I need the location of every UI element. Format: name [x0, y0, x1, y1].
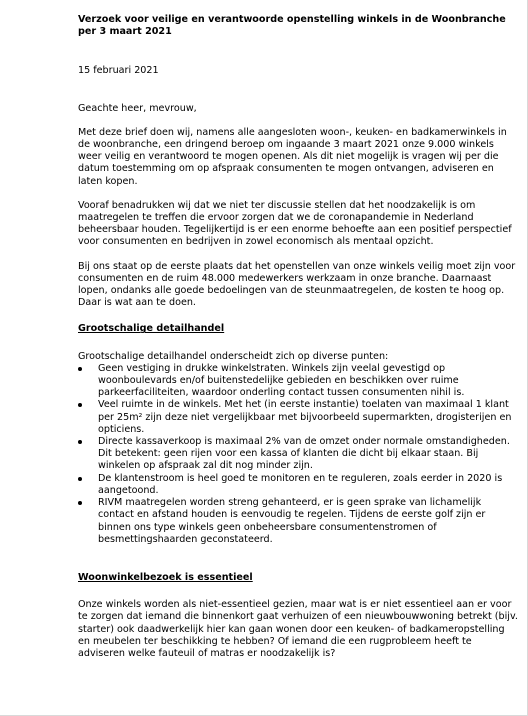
letter-title: Verzoek voor veilige en verantwoorde openstelling winkels in de Woonbranche per 3 maart 2021	[78, 14, 506, 38]
salutation: Geachte heer, mevrouw,	[78, 102, 197, 114]
paragraph-essentieel: Onze winkels worden als niet-essentieel gezien, maar wat is er niet essentieel aan er voor te zorgen dat iemand die binnenkort gaat verhuizen of een nieuwbouwwoning betrekt (bijv. starter) ook daadwerkelijk hier kan gaan wonen door een keuken- of badkameropstelling en meubelen ter beschikking te hebben? Of iemand die een rugprobleem heeft te adviseren welke fauteuil of matras er noodzakelijk is?	[78, 599, 518, 659]
letter-date: 15 februari 2021	[78, 65, 159, 77]
bullet-item: De klantenstroom is heel goed te monitoren en te reguleren, zoals eerder in 2020 is aangetoond.	[78, 473, 518, 497]
section-heading-woonwinkelbezoek: Woonwinkelbezoek is essentieel	[78, 571, 253, 583]
bullet-list	[78, 363, 518, 546]
paragraph-context: Vooraf benadrukken wij dat we niet ter discussie stellen dat het noodzakelijk is om maatregelen te treffen die ervoor zorgen dat we de coronapandemie in Nederland beheersbaar houden. Tegelijkertijd is er een enorme behoefte aan een positief perspectief voor consumenten en bedrijven in zowel economisch als mentaal opzicht.	[78, 199, 512, 248]
bullet-item: Veel ruimte in de winkels. Met het (in eerste instantie) toelaten van maximaal 1 klant per 25m² zijn deze niet vergelijkbaar met bijvoorbeeld supermarkten, drogisterijen en opticiens.	[78, 399, 518, 436]
section-intro: Grootschalige detailhandel onderscheidt zich op diverse punten:	[78, 350, 389, 362]
section-heading-grootschalig: Grootschalige detailhandel	[78, 323, 225, 335]
paragraph-intro: Met deze brief doen wij, namens alle aangesloten woon-, keuken- en badkamerwinkels in de woonbranche, een dringend beroep om ingaande 3 maart 2021 onze 9.000 winkels weer veilig en verantwoord te mogen openen. Als dit niet mogelijk is vragen wij per die datum toestemming om op afspraak consumenten te mogen ontvangen, adviseren en laten kopen.	[78, 126, 507, 187]
paragraph-safety: Bij ons staat op de eerste plaats dat het openstellen van onze winkels veilig moet zijn voor consumenten en de ruim 48.000 medewerkers werkzaam in onze branche. Daarnaast lopen, ondanks alle goede bedoelingen van de steunmaatregelen, de kosten te hoog op. Daar is wat aan te doen.	[78, 260, 516, 309]
bullet-item: RIVM maatregelen worden streng gehanteerd, er is geen sprake van lichamelijk contact en afstand houden is eenvoudig te regelen. Tijdens de eerste golf zijn er binnen ons type winkels geen onbeheersbare consumentenstromen of besmettingshaarden geconstateerd.	[78, 497, 518, 546]
letter-page	[78, 14, 518, 660]
bullet-item: Geen vestiging in drukke winkelstraten. Winkels zijn veelal gevestigd op woonboulevards en/of buitenstedelijke gebieden en beschikken over ruime parkeerfaciliteiten, waardoor onderling contact tussen consumenten nihil is.	[78, 363, 518, 400]
bullet-item: Directe kassaverkoop is maximaal 2% van de omzet onder normale omstandigheden. Dit betekent: geen rijen voor een kassa of klanten die dicht bij elkaar staan. Bij winkelen op afspraak zal dit nog minder zijn.	[78, 436, 518, 473]
